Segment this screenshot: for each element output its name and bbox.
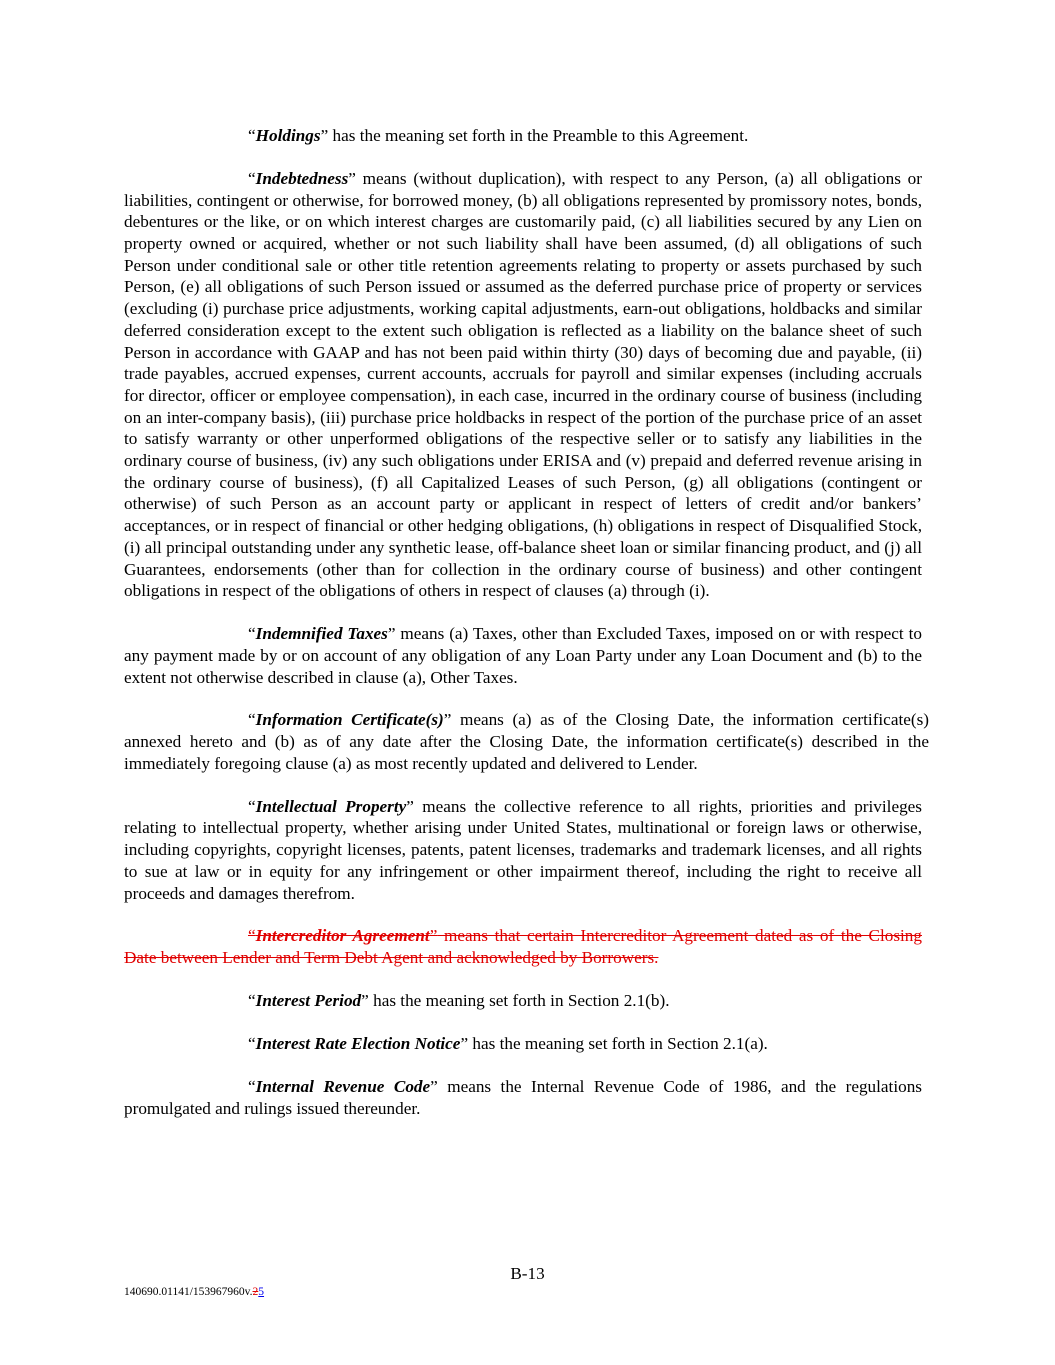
version-deleted: 2	[252, 1286, 259, 1298]
defined-term: Intellectual Property	[255, 796, 407, 816]
quote-close: ”	[320, 126, 329, 145]
definitions-section	[124, 125, 929, 1140]
definition-holdings	[124, 125, 922, 147]
defined-term: Indebtedness	[255, 168, 349, 188]
quote-open: “	[248, 991, 256, 1011]
doc-id-prefix: 140690.01141/153967960v.	[124, 1286, 253, 1298]
document-id	[124, 1286, 264, 1298]
quote-open: “	[248, 796, 256, 816]
quote-close: ”	[430, 1076, 438, 1096]
quote-open: “	[248, 624, 256, 644]
defined-term: Information Certificate(s)	[255, 710, 444, 730]
definition-indemnified-taxes	[124, 623, 922, 688]
quote-close: ”	[348, 168, 356, 188]
defined-term: Interest Rate Election Notice	[255, 1033, 461, 1053]
defined-term: Holdings	[255, 126, 321, 145]
definition-text: means the Internal Revenue Code of 1986, and the regulations promulgated and rulings issued thereunder.	[124, 1076, 922, 1118]
definition-text: means (a) as of the Closing Date, the information certificate(s) annexed hereto and (b) as of any date after the Closing Date, the information certificate(s) described in the immediately foregoing clause (a) as most recently updated and delivered to Lender.	[124, 710, 929, 773]
defined-term: Indemnified Taxes	[255, 624, 388, 644]
definition-interest-rate-election-notice	[124, 1033, 922, 1055]
quote-open: “	[248, 1033, 256, 1053]
definition-text: has the meaning set forth in Section 2.1(a).	[468, 1033, 768, 1053]
definition-internal-revenue-code	[124, 1076, 922, 1119]
quote-open: “	[248, 1076, 256, 1096]
defined-term: Interest Period	[255, 991, 362, 1011]
definition-text: means the collective reference to all rights, priorities and privileges relating to intellectual property, whether arising under United States, multinational or foreign laws or otherwise, including copyrights, copyright licenses, patents, patent licenses, trademarks and trademark licenses, and all rights to sue at law or in equity for any infringement or other impairment thereof, including the right to receive all proceeds and damages therefrom.	[124, 796, 922, 903]
definition-text: means (without duplication), with respect to any Person, (a) all obligations or liabilities, contingent or otherwise, for borrowed money, (b) all obligations represented by promissory notes, bonds, debentures or the like, or on which interest charges are customarily paid, (c) all liabilities secured by any Lien on property owned or acquired, whether or not such liability shall have been assumed, (d) all obligations of such Person under conditional sale or other title retention agreements relating to property or assets purchased by such Person, (e) all obligations of such Person issued or assumed as the deferred purchase price of property or services (excluding (i) purchase price adjustments, working capital adjustments, earn-out obligations, holdbacks and similar deferred consideration except to the extent such obligation is reflected as a liability on the balance sheet of such Person in accordance with GAAP and has not been paid within thirty (30) days of becoming due and payable, (ii) trade payables, accrued expenses, current accounts, accruals for payroll and similar expenses (including accruals for director, officer or employee compensation), in each case, incurred in the ordinary course of business (including on an inter-company basis), (iii) purchase price holdbacks in respect of the portion of the purchase price of an asset to satisfy warranty or other unperformed obligations of the respective seller or to satisfy any liabilities in the ordinary course of business, (iv) any such obligations under ERISA and (v) prepaid and deferred revenue arising in the ordinary course of business), (f) all Capitalized Leases of such Person, (g) all obligations (contingent or otherwise) of such Person as an account party or applicant in respect of letters of credit and/or bankers’ acceptances, or in respect of financial or other hedging obligations, (h) obligations in respect of Disqualified Stock, (i) all principal outstanding under any synthetic lease, off-balance sheet loan or similar financing product, and (j) all Guarantees, endorsements (other than for collection in the ordinary course of business) and other contingent obligations in respect of the obligations of others in respect of clauses (a) through (i).	[124, 168, 922, 601]
quote-close: ”	[460, 1033, 469, 1053]
definition-interest-period	[124, 990, 922, 1012]
page-number: B-13	[510, 1264, 545, 1283]
definition-indebtedness	[124, 168, 922, 602]
definition-text: means that certain Intercreditor Agreement dated as of the Closing Date between Lender and Term Debt Agent and acknowledged by Borrowers.	[124, 926, 922, 968]
quote-open: “	[248, 168, 256, 188]
definition-information-certificates	[124, 709, 929, 774]
definition-text: has the meaning set forth in the Preamble to this Agreement.	[328, 126, 749, 145]
quote-open: “	[248, 710, 256, 730]
defined-term: Internal Revenue Code	[255, 1076, 431, 1096]
quote-close: ”	[406, 796, 414, 816]
quote-close: ”	[361, 991, 369, 1011]
definition-intellectual-property	[124, 796, 922, 905]
quote-close: ”	[387, 624, 396, 644]
quote-open: “	[248, 926, 256, 946]
defined-term: Intercreditor Agreement	[255, 926, 430, 946]
quote-close: ”	[443, 710, 452, 730]
definition-text: means (a) Taxes, other than Excluded Taxes, imposed on or with respect to any payment made by or on account of any obligation of any Loan Party under any Loan Document and (b) to the extent not otherwise described in clause (a), Other Taxes.	[124, 624, 922, 687]
definition-text: has the meaning set forth in Section 2.1(b).	[368, 991, 670, 1011]
definition-intercreditor-agreement-deleted	[124, 925, 922, 968]
version-inserted: 5	[258, 1286, 265, 1298]
quote-open: “	[248, 126, 256, 145]
quote-close: ”	[429, 926, 438, 946]
